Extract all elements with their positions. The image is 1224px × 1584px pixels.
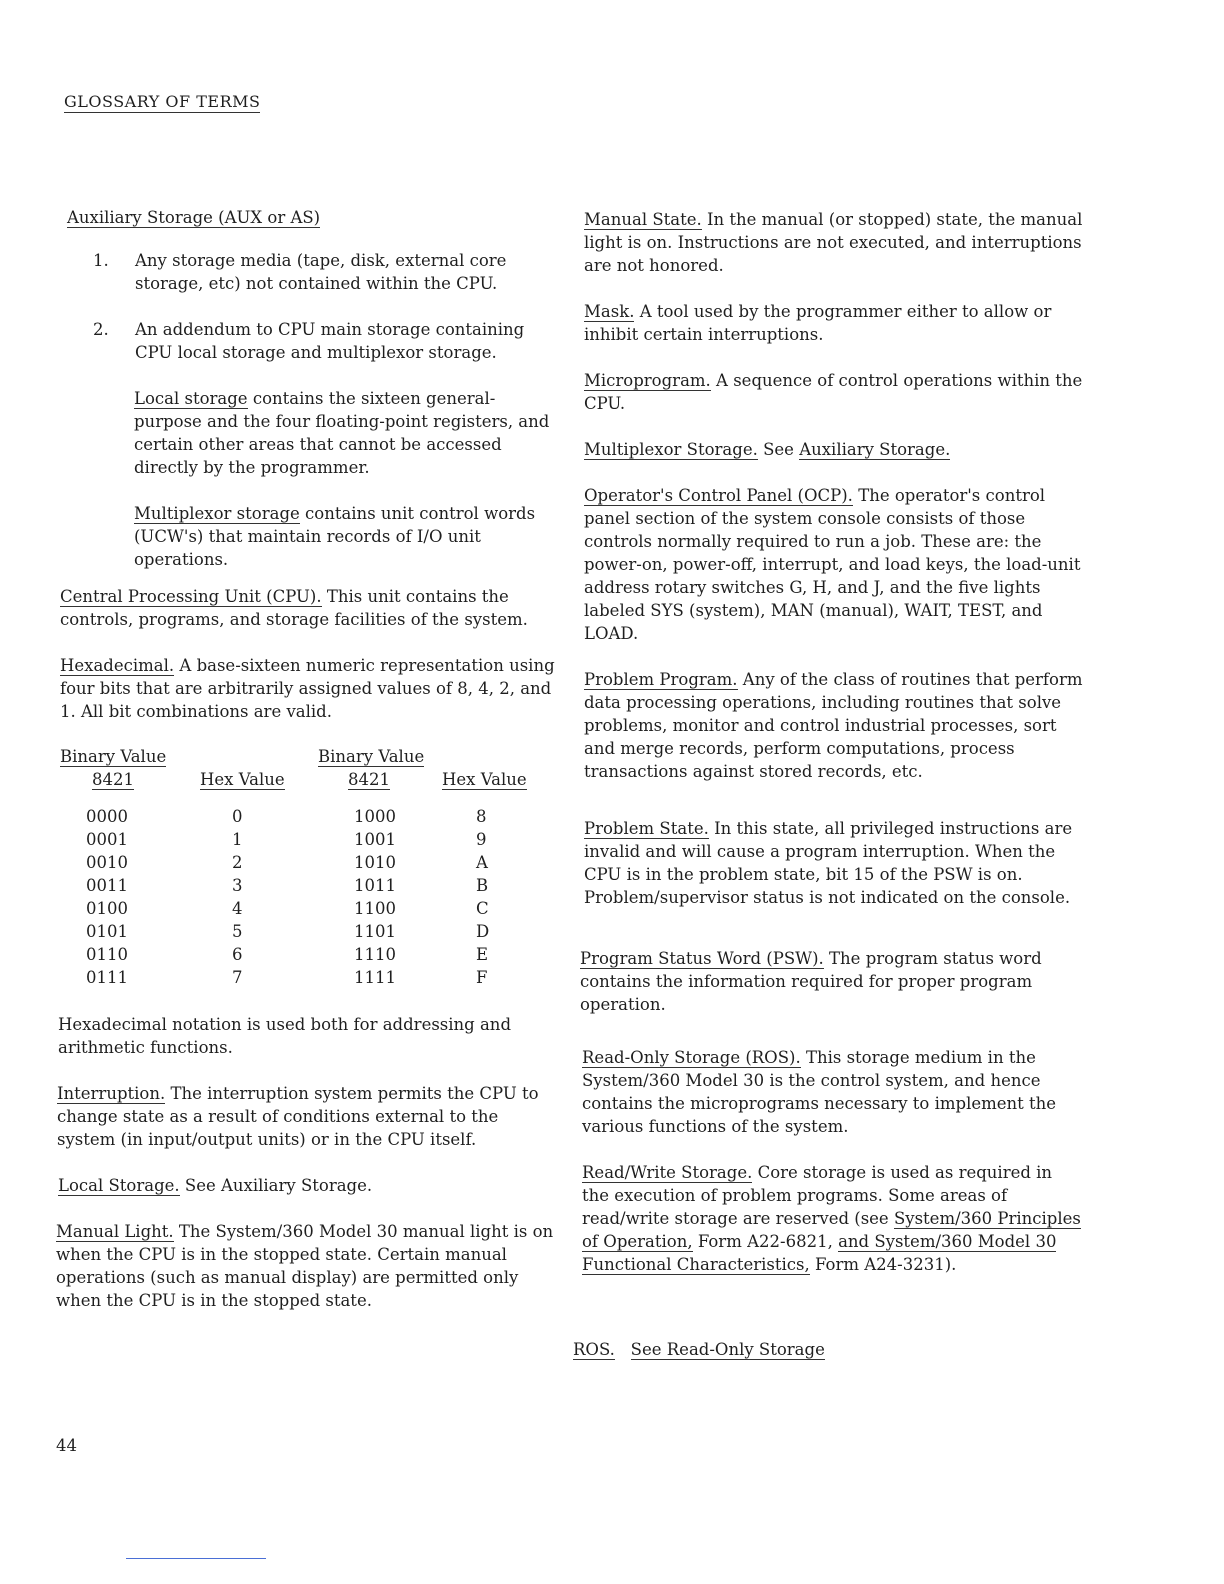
definition-text: This storage medium in the System/360 Model 30 is the control system, and hence contains the microprograms necessary to implement the various functions of the system. [582, 1048, 1057, 1136]
cross-reference: See Read-Only Storage [630, 1340, 825, 1359]
right-column [573, 208, 1084, 1384]
column-header: Binary Value [318, 747, 425, 766]
column-header: Binary Value [60, 747, 167, 766]
term-ros: Read-Only Storage (ROS). [582, 1048, 801, 1067]
term-microprogram: Microprogram. [584, 371, 711, 390]
definition-text: Core storage is used as required in the execution of problem programs. Some areas of read/write storage are reserved (see [582, 1163, 1053, 1228]
glossary-entry-interruption [57, 1082, 560, 1151]
term-manual-state: Manual State. [584, 210, 702, 229]
definition-text: A sequence of control operations within the CPU. [584, 371, 1083, 413]
term-multiplexor-storage: Multiplexor storage [134, 504, 300, 523]
definition-text: contains unit control words (UCW's) that maintain records of I/O unit operations. [134, 504, 536, 569]
definition-text: See Auxiliary Storage. [184, 1176, 373, 1195]
table-row: 0101 5 1101 D [86, 922, 490, 941]
glossary-entry-problem-program [584, 668, 1084, 783]
table-row: 0110 6 1110 E [86, 945, 489, 964]
table-header-row [60, 745, 552, 768]
term-mask: Mask. [584, 302, 635, 321]
left-column [56, 206, 560, 1335]
list-text: An addendum to CPU main storage containing CPU local storage and multiplexor storage. [135, 320, 525, 362]
definition-text: A tool used by the programmer either to allow or inhibit certain interruptions. [584, 302, 1052, 344]
definition-text: In this state, all privileged instructions are invalid and will cause a program interruption. When the CPU is in the problem state, bit 15 of the PSW is on. Problem/supervisor status is not indicated on the console. [584, 819, 1073, 907]
definition-text: This unit contains the controls, programs, and storage facilities of the system. [60, 587, 528, 629]
glossary-entry-ocp [584, 484, 1084, 645]
glossary-entry-microprogram [584, 369, 1084, 415]
glossary-entry-read-write-storage [582, 1161, 1084, 1276]
glossary-entry-cpu [60, 585, 560, 631]
term-ocp: Operator's Control Panel (OCP). [584, 486, 853, 505]
hex-note: Hexadecimal notation is used both for addressing and arithmetic functions. [58, 1015, 512, 1057]
definition-text: The operator's control panel section of the system console consists of those controls normally required to run a job. These are: the power-on, power-off, interrupt, and load keys, the load-unit address rotary switches G, H, and J, and the five lights labeled SYS (system), MAN (manual), WAIT, TEST, and LOAD. [584, 486, 1081, 643]
definition-text: The program status word contains the information required for proper program operation. [580, 949, 1042, 1014]
term-read-write-storage: Read/Write Storage. [582, 1163, 753, 1182]
divider [126, 1558, 266, 1559]
glossary-entry-problem-state [584, 817, 1084, 909]
cross-reference: Auxiliary Storage. [799, 440, 951, 459]
table-row: 0000 0 1000 8 [86, 807, 487, 826]
list-item [60, 249, 560, 295]
term-hexadecimal: Hexadecimal. [60, 656, 175, 675]
glossary-entry-ros-abbrev [573, 1338, 1084, 1361]
glossary-entry-local-storage [58, 1174, 560, 1197]
glossary-entry-manual-state [584, 208, 1084, 277]
column-header: Hex Value [442, 770, 527, 789]
sub-entry-local-storage [60, 387, 560, 479]
column-header: 8421 [92, 770, 134, 789]
term-problem-program: Problem Program. [584, 670, 738, 689]
term-local-storage: Local storage [134, 389, 248, 408]
glossary-entry-manual-light [56, 1220, 560, 1312]
definition-text: A base-sixteen numeric representation using four bits that are arbitrarily assigned values of 8, 4, 2, and 1. All bit combinations are valid. [60, 656, 555, 721]
hex-conversion-table [60, 745, 552, 989]
definition-text: In the manual (or stopped) state, the manual light is on. Instructions are not executed, and interruptions are not honored. [584, 210, 1083, 275]
term-cpu: Central Processing Unit (CPU). [60, 587, 322, 606]
list-number: 2. [93, 320, 109, 339]
form-number: Form A24-3231). [814, 1255, 957, 1274]
form-number: Form A22-6821, [697, 1232, 833, 1251]
page-number: 44 [56, 1436, 77, 1455]
column-header: 8421 [348, 770, 390, 789]
table-row: 0100 4 1100 C [86, 899, 489, 918]
cross-reference: System/360 Principles of Operation, [582, 1209, 1081, 1251]
term-problem-state: Problem State. [584, 819, 709, 838]
cross-reference: and System/360 Model 30 Functional Characteristics, [582, 1232, 1057, 1274]
table-row: 0010 2 1010 A [86, 853, 488, 872]
term-local-storage: Local Storage. [58, 1176, 180, 1195]
sub-entry-multiplexor-storage [60, 502, 560, 571]
list-number: 1. [93, 251, 109, 270]
table-header-row [60, 768, 552, 791]
column-header: Hex Value [200, 770, 285, 789]
definition-text: Any of the class of routines that perform data processing operations, including routines that solve problems, monitor and control industrial processes, sort and merge records, perform computations, process transactions against stored records, etc. [584, 670, 1083, 781]
term-multiplexor-storage: Multiplexor Storage. [584, 440, 758, 459]
term-auxiliary-storage: Auxiliary Storage (AUX or AS) [67, 208, 321, 227]
glossary-entry-multiplexor-storage [584, 438, 1084, 461]
glossary-entry-psw [580, 947, 1084, 1016]
glossary-entry-mask [584, 300, 1084, 346]
definition-text: The System/360 Model 30 manual light is on when the CPU is in the stopped state. Certain manual operations (such as manual display) are permitted only when the CPU is in the stopped state. [56, 1222, 554, 1310]
glossary-entry-ros [582, 1046, 1084, 1138]
term-psw: Program Status Word (PSW). [580, 949, 824, 968]
list-item [60, 318, 560, 364]
term-interruption: Interruption. [57, 1084, 166, 1103]
glossary-entry-hexadecimal [60, 654, 560, 723]
term-manual-light: Manual Light. [56, 1222, 174, 1241]
definition-text: contains the sixteen general-purpose and the four floating-point registers, and certain other areas that cannot be accessed directly by the programmer. [134, 389, 550, 477]
list-text: Any storage media (tape, disk, external core storage, etc) not contained within the CPU. [135, 251, 507, 293]
table-row: 0001 1 1001 9 [86, 830, 487, 849]
see-label: See [763, 440, 794, 459]
table-row: 0011 3 1011 B [86, 876, 489, 895]
term-ros-abbrev: ROS. [573, 1340, 615, 1359]
table-row: 0111 7 1111 F [86, 968, 488, 987]
glossary-entry-auxiliary-storage [60, 206, 560, 229]
page-title: GLOSSARY OF TERMS [64, 92, 261, 111]
definition-text: The interruption system permits the CPU to change state as a result of conditions external to the system (in input/output units) or in the CPU itself. [57, 1084, 539, 1149]
